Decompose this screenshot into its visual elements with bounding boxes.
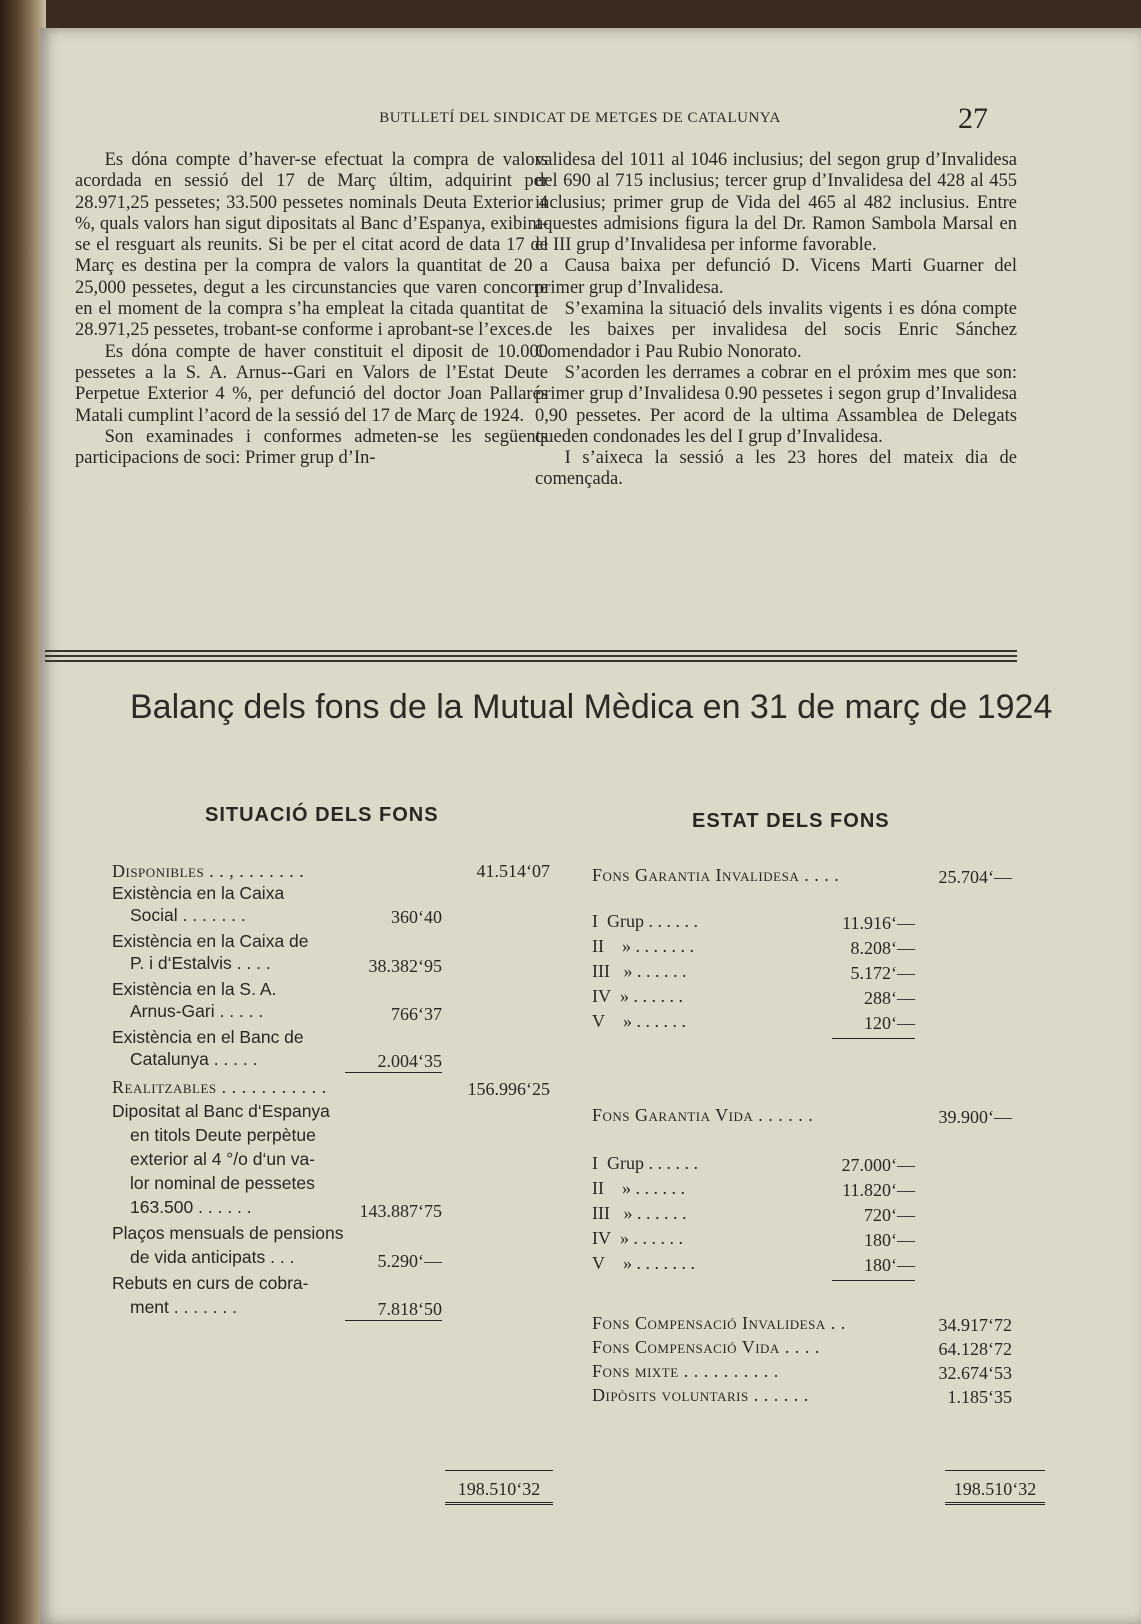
group-row: II » . . . . . . xyxy=(592,1178,685,1198)
group-amount: 5.172‘— xyxy=(850,963,915,983)
right-text-column xyxy=(535,150,1017,491)
page-number: 27 xyxy=(958,102,988,135)
line-item-label: Catalunya . . . . . xyxy=(130,1049,258,1069)
paragraph: Es dóna compte d’haver-se efectuat la compra de valors acordada en sessió del 17 de Març últim, adquirint per 28.971,25 pessetes; 33.500 pessetes nominals Deuta Exterior 4 %, quals valors han sigut dipositats al Banc d’Espanya, exibint-se el resguart als reunits. Si be per el citat acord de data 17 de Març es destina per la compra de valors la quantitat de 20 a 25,000 pessetes, degut a les circunstancies que varen concorre en el moment de la compra s’ha empleat la citada quantitat de 28.971,25 pessetes, trobant-se conforme i aprobant-se l’exces. xyxy=(75,150,548,341)
fons-mixte-amount: 32.674‘53 xyxy=(938,1363,1012,1383)
line-item-label: de vida anticipats . . . xyxy=(130,1247,295,1267)
right-grand-total: 198.510‘32 xyxy=(953,1479,1037,1499)
divider-rule xyxy=(45,660,1017,662)
line-item-label: ment . . . . . . . xyxy=(130,1297,237,1317)
line-item-label: lor nominal de pessetes xyxy=(130,1173,315,1193)
paragraph: validesa del 1011 al 1046 inclusius; del segon grup d’Invalidesa del 690 al 715 inclusius; tercer grup d’Invalidesa del 428 al 455 inclusius; primer grup de Vida del 465 al 482 inclusius. Entre aquestes admisions figura la del Dr. Ramon Sambola Marsal en el III grup d’Invalidesa per informe favorable. xyxy=(535,150,1017,256)
group-amount: 11.916‘— xyxy=(842,913,915,933)
realitzables-total: 156.996‘25 xyxy=(467,1079,550,1099)
diposits-voluntaris-label: Dipòsits voluntaris . . . . . . xyxy=(592,1385,809,1405)
line-item-amount: 766‘37 xyxy=(391,1004,442,1024)
total-rule xyxy=(945,1470,1045,1471)
group-row: I Grup . . . . . . xyxy=(592,1153,698,1173)
group-amount: 288‘— xyxy=(864,988,915,1008)
diposits-voluntaris-amount: 1.185‘35 xyxy=(947,1387,1012,1407)
line-item-amount: 2.004‘35 xyxy=(345,1050,442,1073)
line-item-label: Rebuts en curs de cobra- xyxy=(112,1273,309,1293)
fons-compensacio-vida-label: Fons Compensació Vida . . . . xyxy=(592,1337,820,1357)
fons-mixte-label: Fons mixte . . . . . . . . . . xyxy=(592,1361,779,1381)
line-item-amount: 5.290‘— xyxy=(377,1251,442,1271)
line-item-amount: 7.818‘50 xyxy=(345,1298,442,1321)
total-double-rule xyxy=(945,1502,1045,1505)
line-item-amount: 360‘40 xyxy=(391,907,442,927)
total-rule xyxy=(445,1470,553,1471)
paragraph: S’examina la situació dels invalits vigents i es dóna compte de les baixes per invalidesa del socis Enric Sánchez Comendador i Pau Rubio Nonorato. xyxy=(535,299,1017,362)
realitzables-label: Realitzables . . . . . . . . . . . xyxy=(112,1077,327,1097)
line-item-label: Arnus-Gari . . . . . xyxy=(130,1001,264,1021)
left-text-column xyxy=(75,150,548,469)
fons-garantia-vida-label: Fons Garantia Vida . . . . . . xyxy=(592,1105,814,1125)
paragraph: I s’aixeca la sessió a les 23 hores del mateix dia de començada. xyxy=(535,448,1017,490)
line-item-label: Existència en la S. A. xyxy=(112,979,277,999)
line-item-amount: 38.382‘95 xyxy=(368,956,442,976)
group-row: V » . . . . . . xyxy=(592,1011,686,1031)
subtotal-rule xyxy=(832,1280,915,1281)
group-row: IV » . . . . . . xyxy=(592,986,683,1006)
paragraph: S’acorden les derrames a cobrar en el próxim mes que son: primer grup d’Invalidesa 0.90 pessetes i segon grup d’Invalidesa 0,90 pessetes. Per acord de la ultima Assamblea de Delegats queden condonades les del I grup d’Invalidesa. xyxy=(535,362,1017,447)
group-amount: 11.820‘— xyxy=(842,1180,915,1200)
fons-garantia-invalidesa-label: Fons Garantia Invalidesa . . . . xyxy=(592,865,840,885)
fons-compensacio-vida-amount: 64.128‘72 xyxy=(938,1339,1012,1359)
line-item-label: Social . . . . . . . xyxy=(130,905,246,925)
subtotal-rule xyxy=(832,1038,915,1039)
fons-compensacio-invalidesa-label: Fons Compensació Invalidesa . . xyxy=(592,1313,846,1333)
group-row: I Grup . . . . . . xyxy=(592,911,698,931)
paragraph: Son examinades i conformes admeten-se les següents participacions de soci: Primer grup d’In- xyxy=(75,426,548,469)
line-item-label: Existència en el Banc de xyxy=(112,1027,304,1047)
balance-title: Balanç dels fons de la Mutual Mèdica en 31 de març de 1924 xyxy=(130,688,1053,726)
line-item-label: P. i d‘Estalvis . . . . xyxy=(130,953,271,973)
line-item-label: en titols Deute perpètue xyxy=(130,1125,316,1145)
left-section-heading: SITUACIÓ DELS FONS xyxy=(205,804,439,826)
disponibles-label: Disponibles . . , . . . . . . . xyxy=(112,861,305,881)
running-header: BUTLLETÍ DEL SINDICAT DE METGES DE CATALUNYA xyxy=(379,110,781,126)
group-amount: 8.208‘— xyxy=(850,938,915,958)
group-amount: 180‘— xyxy=(864,1255,915,1275)
line-item-label: Existència en la Caixa de xyxy=(112,931,309,951)
fons-garantia-invalidesa-total: 25.704‘— xyxy=(938,867,1012,887)
line-item-amount: 143.887‘75 xyxy=(359,1201,442,1221)
group-amount: 27.000‘— xyxy=(841,1155,915,1175)
line-item-label: 163.500 . . . . . . xyxy=(130,1197,252,1217)
group-amount: 720‘— xyxy=(864,1205,915,1225)
fons-garantia-vida-total: 39.900‘— xyxy=(938,1107,1012,1127)
divider-rule xyxy=(45,655,1017,657)
paragraph: Es dóna compte de haver constituit el diposit de 10.000 pessetes a la S. A. Arnus--Gari en Valors de l’Estat Deute Perpetue Exterior 4 %, per defunció del doctor Joan Pallarés Matali cumplint l’acord de la sessió del 17 de Març de 1924. xyxy=(75,341,548,426)
line-item-label: Existència en la Caixa xyxy=(112,883,285,903)
group-row: IV » . . . . . . xyxy=(592,1228,683,1248)
group-row: V » . . . . . . . xyxy=(592,1253,695,1273)
group-row: III » . . . . . . xyxy=(592,961,687,981)
total-double-rule xyxy=(445,1502,553,1505)
line-item-label: exterior al 4 °/o d‘un va- xyxy=(130,1149,316,1169)
paragraph: Causa baixa per defunció D. Vicens Marti Guarner del primer grup d’Invalidesa. xyxy=(535,256,1017,298)
group-row: II » . . . . . . . xyxy=(592,936,694,956)
group-amount: 120‘— xyxy=(864,1013,915,1033)
fons-compensacio-invalidesa-amount: 34.917‘72 xyxy=(938,1315,1012,1335)
line-item-label: Plaços mensuals de pensions xyxy=(112,1223,344,1243)
left-grand-total: 198.510‘32 xyxy=(457,1479,541,1499)
line-item-label: Dipositat al Banc d‘Espanya xyxy=(112,1101,330,1121)
disponibles-total: 41.514‘07 xyxy=(476,861,550,881)
right-section-heading: ESTAT DELS FONS xyxy=(692,810,890,832)
divider-rule xyxy=(45,650,1017,652)
group-row: III » . . . . . . xyxy=(592,1203,687,1223)
group-amount: 180‘— xyxy=(864,1230,915,1250)
